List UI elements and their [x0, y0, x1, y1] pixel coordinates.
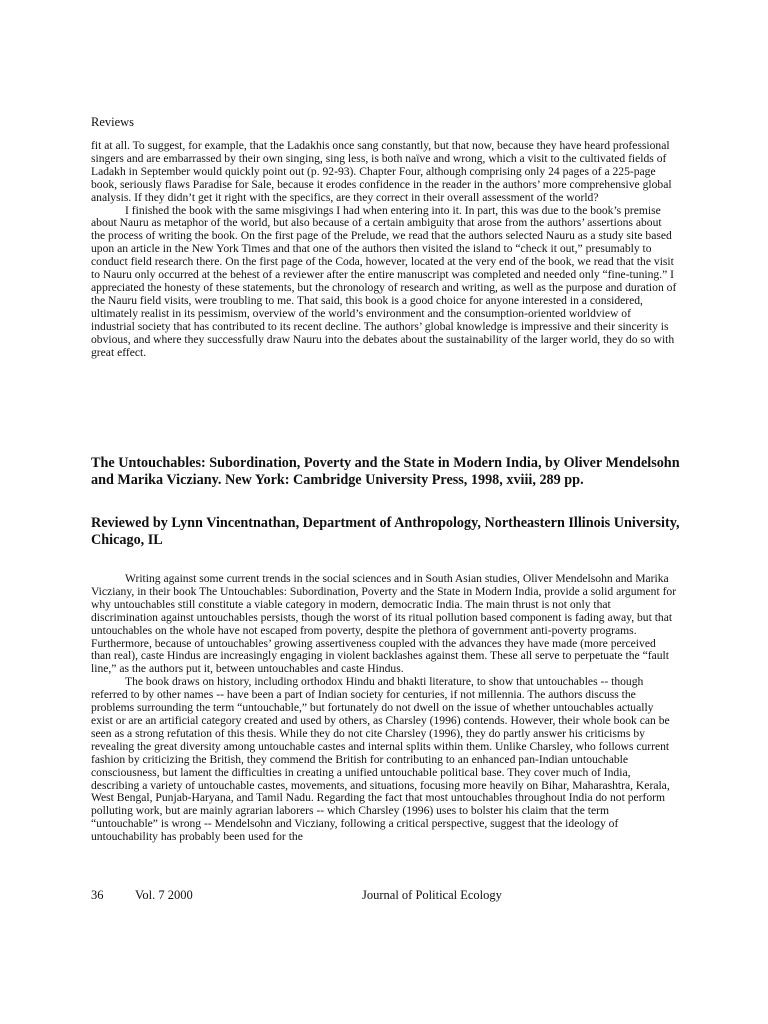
journal-name: Journal of Political Ecology [362, 888, 502, 902]
review-paragraph: The book draws on history, including orthodox Hindu and bhakti literature, to show that untouchables -- though referred to by other names -- have been a part of Indian society for centuries, if not millennia. The authors discuss the problems surrounding the term “untouchable,” but fortunately do not dwell on the issue of whether untouchables actually exist or are an artificial category created and used by others, as Charsley (1996) contends. However, their whole book can be seen as a strong refutation of this thesis. While they do not cite Charsley (1996), they do partly answer his criticisms by revealing the great diversity among untouchable castes and internal splits within them. Unlike Charsley, who follows current fashion by criticizing the British, they commend the British for contributing to an enhanced pan-Indian untouchable consciousness, but lament the difficulties in creating a unified untouchable political base. They cover much of India, describing a variety of untouchable castes, movements, and situations, focusing more heavily on Bihar, Maharashtra, Kerala, West Bengal, Punjab-Haryana, and Tamil Nadu. Regarding the fact that most untouchables throughout India do not perform polluting work, but are mainly agrarian laborers -- which Charsley (1996) uses to bolster his claim that the term “untouchable” is wrong -- Mendelsohn and Vicziany, following a critical perspective, suggest that the ideology of untouchability has probably been used for the [91, 675, 670, 844]
reviewer-line: Reviewed by Lynn Vincentnathan, Department of Anthropology, Northeastern Illinois University, Chicago, IL [91, 515, 680, 548]
running-head: Reviews [91, 115, 135, 129]
review-paragraph: Writing against some current trends in the social sciences and in South Asian studies, Oliver Mendelsohn and Marika Vicziany, in their book The Untouchables: Subordination, Poverty and the State in Modern India, provide a solid argument for why untouchables still constitute a viable category in modern, democratic India. The main thrust is not only that discrimination against untouchables persists, though the worst of its ritual pollution based component is fading away, but that untouchables on the whole have not escaped from poverty, despite the plethora of government anti-poverty programs. Furthermore, because of untouchables’ growing assertiveness coupled with the advances they have made (more perceived than real), caste Hindus are increasingly engaging in violent backlashes against them. These all serve to perpetuate the “fault line,” as the authors put it, between untouchables and caste Hindus. [91, 572, 677, 676]
paragraph-continuation: fit at all. To suggest, for example, that the Ladakhis once sang constantly, but that now, because they have heard professional singers and are embarrassed by their own singing, sing less, is both naïve and wrong, which a visit to the cultivated fields of Ladakh in September would quickly point out (p. 92-93). Chapter Four, although comprising only 24 pages of a 225-page book, seriously flaws Paradise for Sale, because it erodes confidence in the reader in the authors’ more comprehensive global analysis. If they didn’t get it right with the specifics, are they correct in their overall assessment of the world? [91, 139, 672, 204]
book-title: The Untouchables: Subordination, Poverty and the State in Modern India, by Oliver Mendelsohn and Marika Vicziany. New York: Cambridge University Press, 1998, xviii, 289 pp. [91, 455, 680, 488]
previous-review-conclusion [91, 140, 677, 359]
page-number: 36 [91, 888, 104, 902]
paragraph-closing: I finished the book with the same misgivings I had when entering into it. In part, this was due to the book’s premise about Nauru as metaphor of the world, but also because of a certain ambiguity that arose from the authors’ assertions about the process of writing the book. On the first page of the Prelude, we read that the authors selected Nauru as a study site based upon an article in the New York Times and that one of the authors then visited the island to “check it out,” presumably to conduct field research there. On the first page of the Coda, however, located at the very end of the book, we read that the visit to Nauru only occurred at the behest of a reviewer after the entire manuscript was completed and needed only “fine-tuning.” I appreciated the honesty of these statements, but the chronology of research and writing, as well as the purpose and duration of the Nauru field visits, were troubling to me. That said, this book is a good choice for anyone interested in a considered, ultimately realist in its pessimism, overview of the world’s environment and the consumption-oriented worldview of industrial society that has contributed to its recent decline. The authors’ global knowledge is impressive and their sincerity is obvious, and where they successfully draw Nauru into the debates about the sustainability of the larger world, they do so with great effect. [91, 203, 677, 359]
review-body [91, 573, 677, 844]
volume-year: Vol. 7 2000 [135, 888, 193, 902]
